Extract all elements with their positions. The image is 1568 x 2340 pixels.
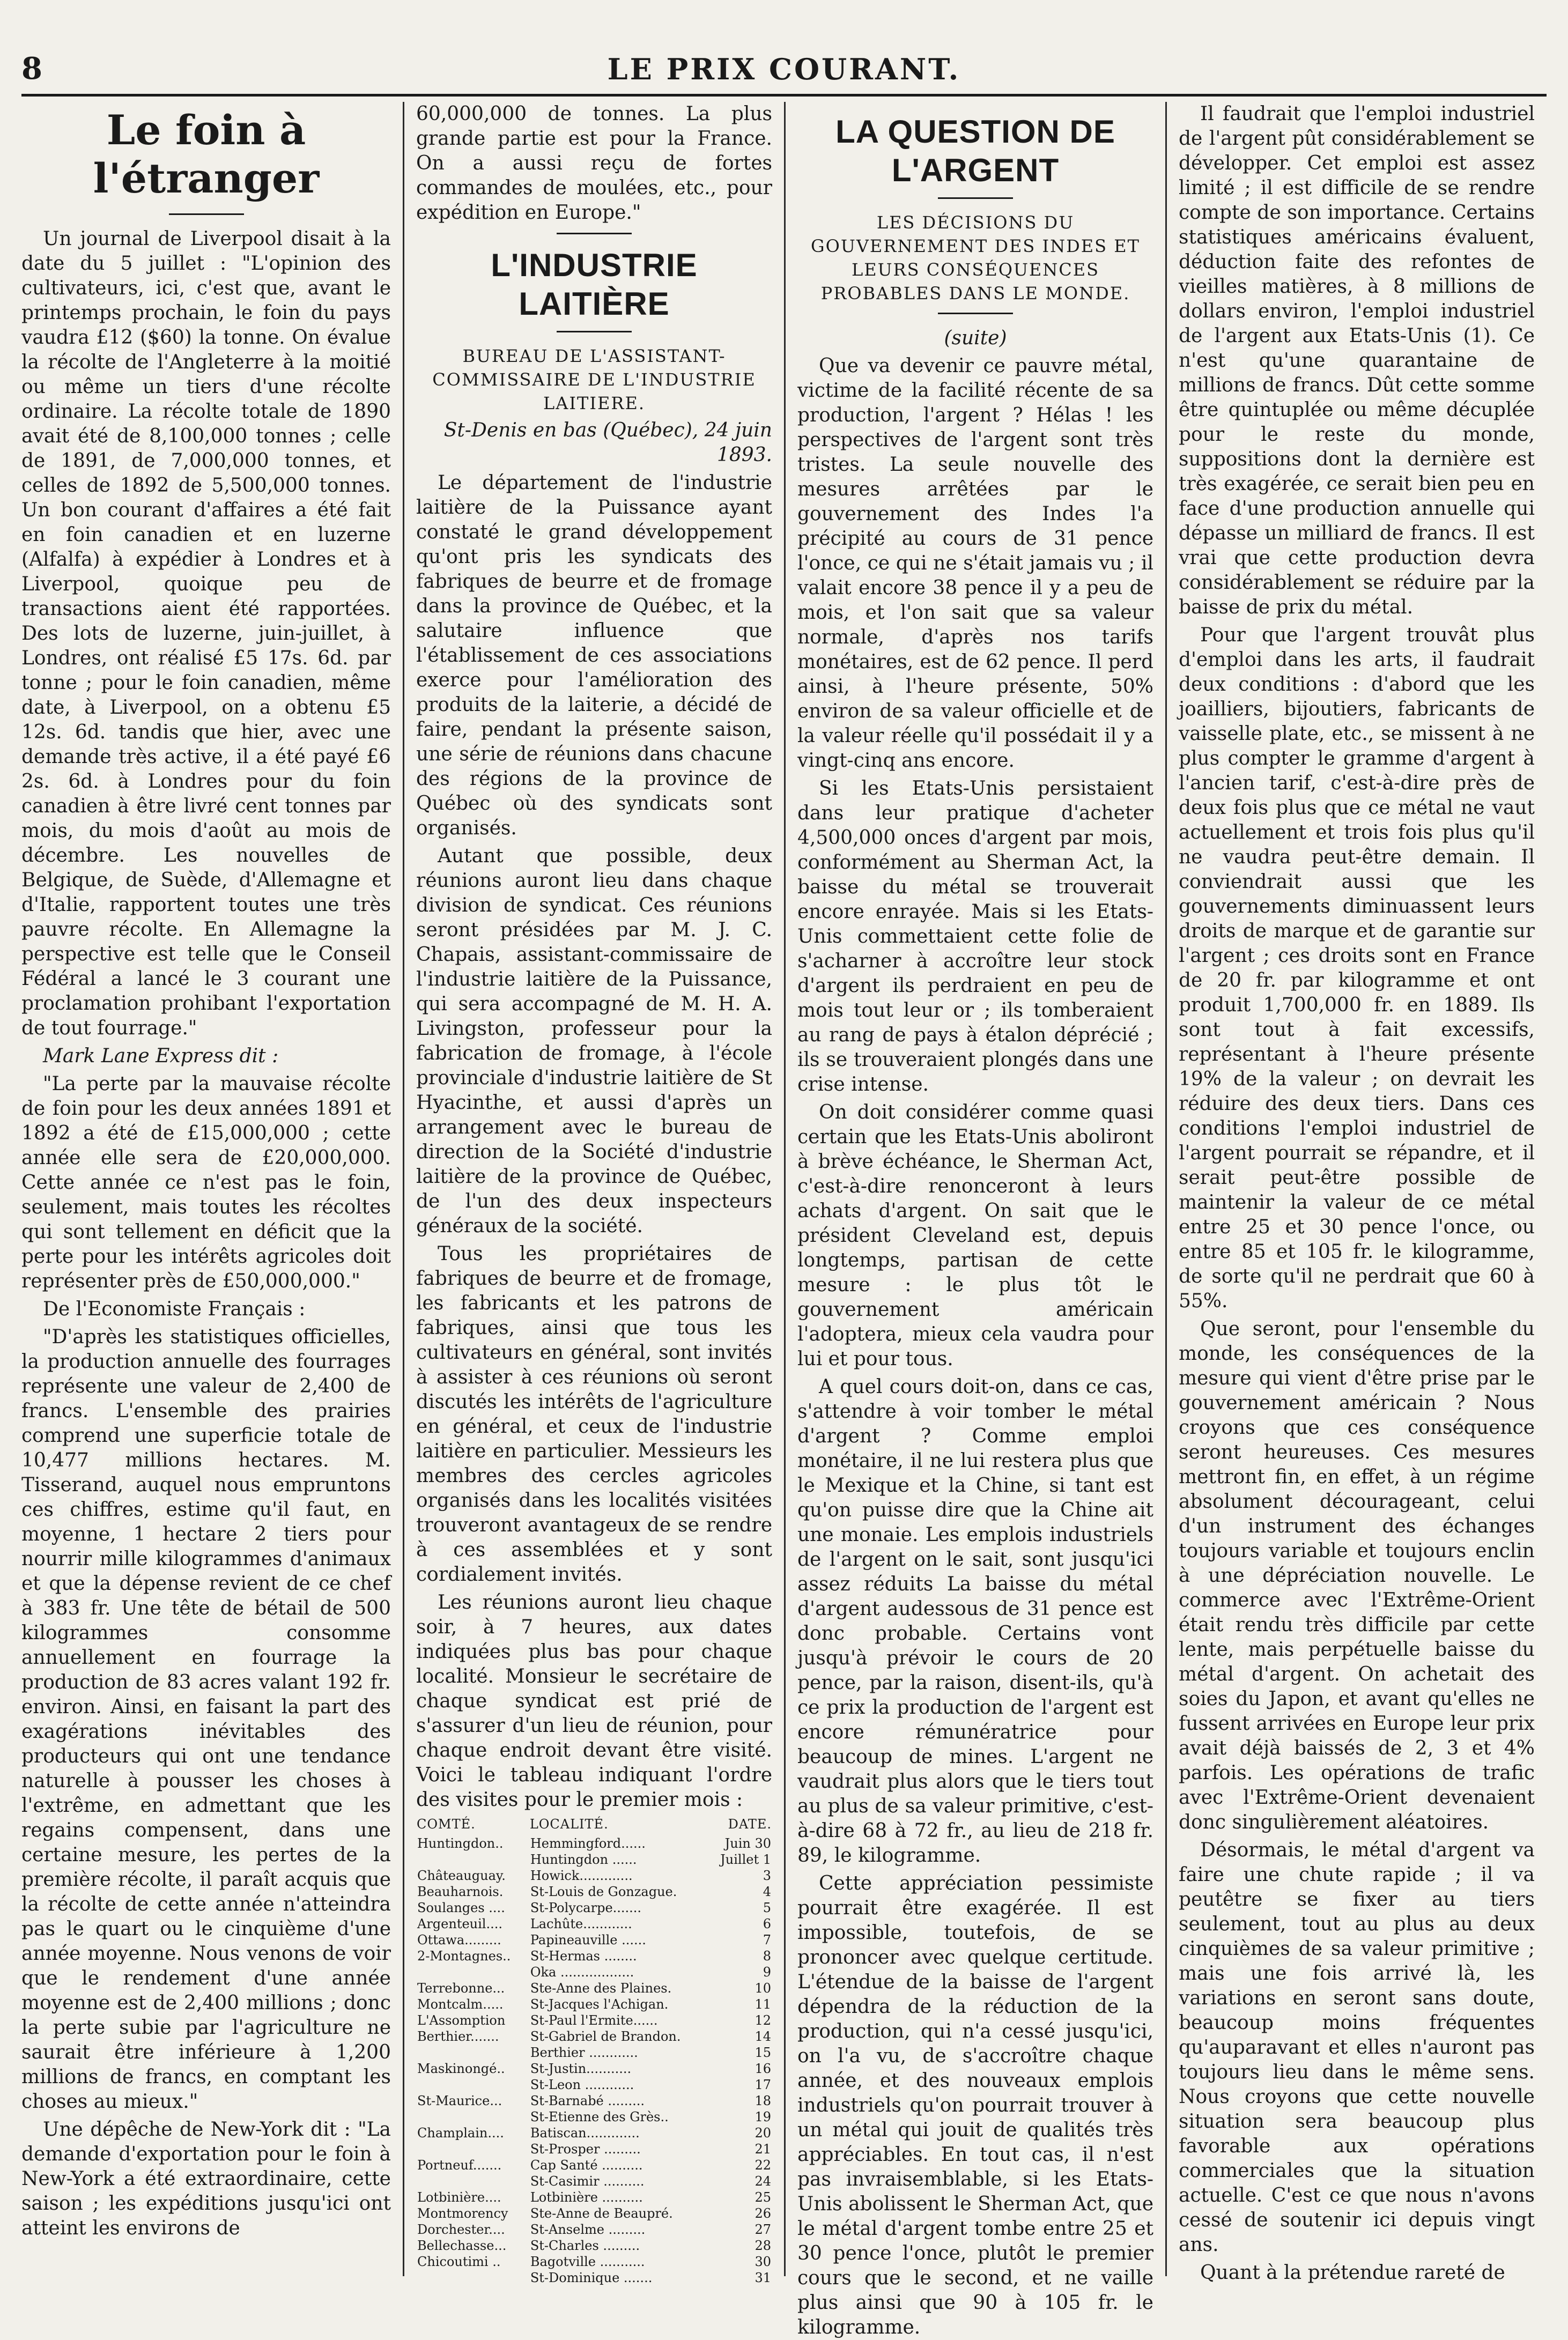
locality-cell: Howick............. bbox=[530, 1868, 633, 1883]
date-cell: Juin 30 bbox=[724, 1836, 771, 1851]
locality-cell: Hemmingford...... bbox=[530, 1836, 646, 1851]
date-cell: 7 bbox=[763, 1932, 771, 1947]
locality-cell: St-Etienne des Grès.. bbox=[530, 2109, 669, 2124]
date-cell: 14 bbox=[755, 2029, 771, 2044]
paragraph: Autant que possible, deux réunions auront lieu dans chaque division de syndicat. Ces réunions seront présidées par M. J. C. Chapais, assistant-commissaire de l'industrie laitière de la Puissance, qui sera accompagné de M. H. A. Livingston, professeur pour la fabrication de fromage, à l'école provinciale d'industrie laitière de St Hyacinthe, et aussi d'après un arrangement avec le bureau de direction de la Société d'industrie laitière de la province de Québec, de l'un des deux inspecteurs généraux de la société. bbox=[416, 845, 772, 1237]
date-cell: 18 bbox=[755, 2093, 771, 2108]
date-cell: 10 bbox=[755, 1981, 771, 1996]
date-cell: 11 bbox=[755, 1997, 771, 2012]
paragraph: Cette appréciation pessimiste pourrait être exagérée. Il est impossible, toutefois, de se prononcer avec quelque certitude. L'étendue de la baisse de l'argent dépendra de la réduction de la production, qui n'a cessé jusqu'ici, on l'a vu, de s'accroître chaque année, et des nouveaux emplois industriels qu'on pourrait trouver à un métal qui jouit de qualités très appréciables. En tout cas, il n'est pas invraisemblable, si les Etats-Unis abolissent le Sherman Act, que le métal d'argent tombe entre 25 et 30 pence l'once, plutôt le premier cours que le second, et ne vaille plus ainsi que 90 à 105 fr. le kilogramme. bbox=[797, 1872, 1153, 2338]
county-cell bbox=[416, 1964, 529, 1980]
date-cell: 30 bbox=[755, 2254, 771, 2269]
county-cell: Argenteuil.... bbox=[417, 1916, 502, 1931]
date-cell: 20 bbox=[755, 2126, 771, 2141]
divider bbox=[169, 213, 244, 215]
table-row bbox=[416, 1884, 772, 1900]
paragraph: Si les Etats-Unis persistaient dans leur pratique d'acheter 4,500,000 onces d'argent par mois, conformément au Sherman Act, la baisse du métal se trouverait encore enrayée. Mais si les Etats-Unis commettaient cette folie de s'acharner à accroître leur stock d'argent ils perdraient en peu de mois tout leur or ; ils tomberaient au rang de pays à étalon déprécié ; ils se trouveraient plongés dans une crise intense. bbox=[797, 777, 1153, 1095]
table-header: LOCALITÉ. bbox=[529, 1817, 609, 1832]
page-header bbox=[21, 51, 1547, 97]
table-row bbox=[416, 2157, 772, 2173]
table-row bbox=[416, 2189, 772, 2205]
table-header: DATE. bbox=[728, 1817, 772, 1832]
article-title-question-argent: LA QUESTION DE L'ARGENT bbox=[835, 114, 1115, 188]
date-cell: 5 bbox=[763, 1900, 771, 1915]
paragraph: On doit considérer comme quasi certain que les Etats-Unis aboliront à brève échéance, le Sherman Act, c'est-à-dire renonceront à leurs achats d'argent. On sait que le président Cleveland est, depuis longtemps, partisan de cette mesure : le plus tôt le gouvernement américain l'adoptera, mieux cela vaudra pour lui et pour tous. bbox=[797, 1101, 1153, 1370]
date-cell: 26 bbox=[755, 2206, 771, 2221]
paragraph: Mark Lane Express dit : bbox=[43, 1045, 279, 1067]
date-cell: 17 bbox=[755, 2077, 771, 2092]
dateline: St-Denis en bas (Québec), 24 juin 1893. bbox=[443, 419, 772, 466]
paragraph: Le département de l'industrie laitière de la Puissance ayant constaté le grand développement qu'ont pris les syndicats des fabriques de beurre et de fromage dans la province de Québec, et la salutaire influence que l'établissement de ces associations exerce pour l'amélioration des produits de la laiterie, a décidé de faire, pendant la présente saison, une série de réunions dans chacune des régions de la province de Québec où des syndicats sont organisés. bbox=[416, 472, 772, 839]
locality-cell: St-Casimir .......... bbox=[530, 2174, 645, 2189]
paragraph: Les réunions auront lieu chaque soir, à 7 heures, aux dates indiquées plus bas pour chaque localité. Monsieur le secrétaire de chaque syndicat est prié de s'assurer d'un lieu de réunion, pour chaque endroit devant être visité. Voici le tableau indiquant l'ordre des visites pour le premier mois : bbox=[416, 1591, 772, 1811]
date-cell: 19 bbox=[755, 2109, 771, 2124]
locality-cell: St-Anselme ......... bbox=[530, 2222, 646, 2237]
locality-cell: Cap Santé .......... bbox=[530, 2158, 643, 2173]
table-row bbox=[416, 2061, 772, 2077]
paragraph: Pour que l'argent trouvât plus d'emploi dans les arts, il faudrait deux conditions : d'abord que les joailliers, bijoutiers, fabricants de vaisselle plate, etc., se missent à ne plus compter le gramme d'argent à l'ancien tarif, c'est-à-dire près de deux fois plus que ce métal ne vaut actuellement et trois fois plus qu'il ne vaudra peut-être demain. Il conviendrait aussi que les gouvernements diminuassent leurs droits de marque et de garantie sur l'argent ; ces droits sont en France de 20 fr. par kilogramme et ont produit 1,700,000 fr. en 1889. Ils sont tout à fait excessifs, représentant à l'heure présente 19% de la valeur ; on devrait les réduire des deux tiers. Dans ces conditions l'emploi industriel de l'argent pourrait se répandre, et il serait peut-être possible de maintenir la valeur de ce métal entre 25 et 30 pence l'once, ou entre 85 et 105 fr. le kilogramme, de sorte qu'il ne perdrait que 60 à 55%. bbox=[1179, 624, 1535, 1312]
county-cell: Beauharnois. bbox=[417, 1884, 504, 1899]
locality-cell: St-Leon ............ bbox=[530, 2077, 634, 2092]
locality-cell: Papineauville ...... bbox=[530, 1932, 646, 1947]
table-row bbox=[416, 1980, 772, 1996]
paragraph-continued: 60,000,000 de tonnes. La plus grande partie est pour la France. On a aussi reçu de fortes commandes de moulées, etc., pour expédition en Europe." bbox=[416, 103, 772, 224]
county-cell bbox=[416, 2141, 529, 2157]
paragraph: Un journal de Liverpool disait à la date du 5 juillet : "L'opinion des cultivateurs, ici, c'est que, avant le printemps prochain, le foin du pays vaudra £12 ($60) la tonne. On évalue la récolte de l'Angleterre à la moitié ou même un tiers d'une récolte ordinaire. La récolte totale de 1890 avait été de 8,100,000 tonnes ; celle de 1891, de 7,000,000 tonnes, et celles de 1892 de 5,500,000 tonnes. Un bon courant d'affaires a été fait en foin canadien et en luzerne (Alfalfa) à expédier à Londres et à Liverpool, quoique peu de transactions aient été rapportées. Des lots de luzerne, juin-juillet, à Londres, ont réalisé £5 17s. 6d. par tonne ; pour le foin canadien, même date, à Liverpool, on a obtenu £5 12s. 6d. tandis que hier, avec une demande très active, il a été payé £6 2s. 6d. à Londres pour du foin canadien à être livré cent tonnes par mois, du mois d'août au mois de décembre. Les nouvelles de Belgique, de Suède, d'Allemagne et d'Italie, rapportent toutes une très pauvre récolte. En Allemagne la perspective est telle que le Conseil Fédéral a lancé le 3 courant une proclamation prohibant l'exportation de tout fourrage." bbox=[21, 228, 391, 1039]
table-row bbox=[416, 2238, 772, 2254]
county-cell: Soulanges .... bbox=[417, 1900, 505, 1915]
locality-cell: Lotbinière .......... bbox=[530, 2190, 643, 2205]
county-cell: Châteauguay. bbox=[417, 1868, 506, 1883]
table-row bbox=[416, 2205, 772, 2221]
paragraph: Que seront, pour l'ensemble du monde, les conséquences de la mesure qui vient d'être prise par le gouvernement américain ? Nous croyons que ces conséquence seront heureuses. Ces mesures mettront fin, en effet, à un régime absolument décourageant, celui d'un instrument des échanges toujours variable et toujours enclin à une dépréciation nouvelle. Le commerce avec l'Extrême-Orient était rendu très difficile par cette lente, mais perpétuelle baisse du métal d'argent. On achetait des soies du Japon, et avant qu'elles ne fussent arrivées en Europe leur prix avait déjà baissés de 2, 3 et 4% parfois. Les opérations de trafic avec l'Extrême-Orient devenaient donc singulièrement aléatoires. bbox=[1179, 1318, 1535, 1833]
county-cell: Ottawa......... bbox=[417, 1932, 501, 1947]
locality-cell: Bagotville ........... bbox=[530, 2254, 645, 2269]
paragraph: Quant à la prétendue rareté de bbox=[1200, 2262, 1505, 2284]
table-row bbox=[416, 1932, 772, 1948]
paragraph: Que va devenir ce pauvre métal, victime de la facilité récente de sa production, l'argent ? Hélas ! les perspectives de l'argent sont très tristes. La seule nouvelle des mesures arrêtées par le gouvernement des Indes l'a précipité au cours de 31 pence l'once, ce qui ne s'était jamais vu ; il valait encore 38 pence il y a peu de mois, et l'on sait que sa valeur normale, d'après nos tarifs monétaires, est de 62 pence. Il perd ainsi, à l'heure présente, 50% environ de sa valeur officielle et de la valeur réelle qu'il possédait il y a vingt-cinq ans encore. bbox=[797, 355, 1153, 772]
county-cell: L'Assomption bbox=[417, 2013, 506, 2028]
locality-cell: St-Gabriel de Brandon. bbox=[530, 2029, 681, 2044]
article-subhead: BUREAU DE L'ASSISTANT-COMMISSAIRE DE L'INDUSTRIE LAITIERE. bbox=[432, 346, 756, 413]
divider bbox=[557, 331, 632, 332]
county-cell: Portneuf....... bbox=[417, 2158, 502, 2173]
table-row bbox=[416, 2028, 772, 2045]
county-cell bbox=[416, 2173, 529, 2189]
date-cell: 3 bbox=[763, 1868, 771, 1883]
county-cell: Maskinongé.. bbox=[417, 2061, 505, 2076]
table-row bbox=[416, 2270, 772, 2286]
table-header: COMTÉ. bbox=[417, 1817, 476, 1832]
table-row bbox=[416, 2012, 772, 2028]
county-cell: Dorchester.... bbox=[417, 2222, 505, 2237]
date-cell: 6 bbox=[763, 1916, 771, 1931]
column-4 bbox=[1165, 102, 1547, 2284]
table-row bbox=[416, 1916, 772, 1932]
column-3 bbox=[784, 102, 1165, 2338]
table-row bbox=[416, 2173, 772, 2189]
divider bbox=[938, 197, 1013, 199]
county-cell: Champlain.... bbox=[417, 2126, 504, 2141]
county-cell bbox=[416, 2045, 529, 2061]
column-1 bbox=[21, 102, 403, 2276]
paragraph: Tous les propriétaires de fabriques de beurre et de fromage, les fabricants et les patrons de fabriques, ainsi que tous les cultivateurs en général, sont invités à assister à ces réunions où seront discutés les intérêts de l'agriculture en général, et ceux de l'industrie laitière en particulier. Messieurs les membres des cercles agricoles organisés dans les localités visitées trouveront avantageux de se rendre à ces assemblées et y sont cordialement invités. bbox=[416, 1243, 772, 1586]
paragraph: A quel cours doit-on, dans ce cas, s'attendre à voir tomber le métal d'argent ? Comme emploi monétaire, il ne lui restera plus que le Mexique et la Chine, si tant est qu'on puisse dire que la Chine ait une monaie. Les emplois industriels de l'argent on le sait, sont jusqu'ici assez réduits La baisse du métal d'argent audessous de 31 pence est donc probable. Certains vont jusqu'à prévoir le cours de 20 pence, par la raison, disent-ils, qu'à ce prix la production de l'argent est encore rémunératrice pour beaucoup de mines. L'argent ne vaudrait plus alors que le tiers tout au plus de sa valeur primitive, c'est-à-dire 68 à 72 fr., au lieu de 218 fr. 89, le kilogramme. bbox=[797, 1376, 1153, 1867]
county-cell: Lotbinière.... bbox=[417, 2190, 501, 2205]
county-cell bbox=[416, 2109, 529, 2125]
date-cell: 25 bbox=[755, 2190, 771, 2205]
table-row bbox=[416, 2221, 772, 2238]
date-cell: 31 bbox=[755, 2270, 771, 2285]
table-row bbox=[416, 1852, 772, 1868]
locality-cell: St-Prosper ......... bbox=[530, 2142, 641, 2157]
county-cell: Chicoutimi .. bbox=[417, 2254, 501, 2269]
paragraph: De l'Economiste Français : bbox=[43, 1298, 306, 1320]
table-row bbox=[416, 2077, 772, 2093]
paragraph: Désormais, le métal d'argent va faire une chute rapide ; il va peutêtre se fixer au tiers seulement, tout au plus au deux cinquièmes de sa valeur primitive ; mais une fois arrivé là, les variations en seront sans doute, beaucoup moins fréquentes qu'auparavant et elles n'auront pas toujours lieu dans le même sens. Nous croyons que cette nouvelle situation sera beaucoup plus favorable aux opérations commerciales que la situation actuelle. C'est ce que nous n'avons cessé de soutenir ici depuis vingt ans. bbox=[1179, 1839, 1535, 2256]
paragraph: Il faudrait que l'emploi industriel de l'argent pût considérablement se développer. Cet emploi est assez limité ; il est difficile de se rendre compte de son importance. Certains statistiques américains évaluent, déduction faite des refontes de vieilles matières, à 8 millions de dollars environ, l'emploi industriel de l'argent aux Etats-Unis (1). Ce n'est qu'une quarantaine de millions de francs. Dût cette somme être quintuplée ou même décuplée pour le reste du monde, suppositions dont la dernière est très exagérée, ce serait bien peu en face d'une production annuelle qui dépasse un milliard de francs. Il est vrai que cette production devra considérablement se réduire par la baisse de prix du métal. bbox=[1179, 103, 1535, 618]
locality-cell: Batiscan............. bbox=[530, 2126, 640, 2141]
locality-cell: St-Barnabé ......... bbox=[530, 2093, 645, 2108]
article-title-industrie-laitiere: L'INDUSTRIE LAITIÈRE bbox=[491, 247, 698, 322]
table-row bbox=[416, 1948, 772, 1964]
paragraph: Une dépêche de New-York dit : "La demande d'exportation pour le foin à New-York a été extraordinaire, cette saison ; les expéditions jusqu'ici ont atteint les environs de bbox=[21, 2119, 391, 2239]
locality-cell: St-Hermas ........ bbox=[530, 1949, 637, 1964]
county-cell bbox=[416, 2077, 529, 2093]
date-cell: 9 bbox=[763, 1965, 771, 1980]
county-cell: Montmorency bbox=[417, 2206, 508, 2221]
county-cell bbox=[416, 1852, 529, 1868]
county-cell: Bellechasse... bbox=[417, 2238, 507, 2253]
date-cell: 27 bbox=[755, 2222, 771, 2237]
table-row bbox=[416, 2254, 772, 2270]
locality-cell: St-Jacques l'Achigan. bbox=[530, 1997, 669, 2012]
table-row bbox=[416, 1835, 772, 1852]
visits-table bbox=[416, 1816, 772, 2286]
paragraph: "La perte par la mauvaise récolte de foin pour les deux années 1891 et 1892 a été de £15,000,000 ; cette année elle sera de £20,000,000. Cette année ce n'est pas le foin, seulement, mais toutes les récoltes qui sont tellement en déficit que la perte pour les intérêts agricoles doit représenter près de £50,000,000." bbox=[21, 1073, 391, 1292]
locality-cell: Huntingdon ...... bbox=[530, 1852, 637, 1867]
locality-cell: Ste-Anne de Beaupré. bbox=[530, 2206, 673, 2221]
county-cell: Berthier....... bbox=[417, 2029, 499, 2044]
locality-cell: St-Dominique ....... bbox=[530, 2270, 653, 2285]
table-row bbox=[416, 1900, 772, 1916]
date-cell: Juillet 1 bbox=[720, 1852, 771, 1867]
date-cell: 8 bbox=[763, 1949, 771, 1964]
table-row bbox=[416, 2093, 772, 2109]
table-row bbox=[416, 2045, 772, 2061]
table-row bbox=[416, 1996, 772, 2012]
county-cell: Terrebonne... bbox=[417, 1981, 505, 1996]
locality-cell: Berthier ............ bbox=[530, 2045, 638, 2060]
columns bbox=[21, 102, 1547, 2338]
date-cell: 22 bbox=[755, 2158, 771, 2173]
divider bbox=[938, 313, 1013, 314]
paragraph: "D'après les statistiques officielles, la production annuelle des fourrages représente une valeur de 2,400 de francs. L'ensemble des prairies comprend une superficie totale de 10,477 millions hectares. M. Tisserand, auquel nous empruntons ces chiffres, estime qu'il faut, en moyenne, 1 hectare 2 tiers pour nourrir mille kilogrammes d'animaux et que la dépense revient de ce chef à 383 fr. Une tête de bétail de 500 kilogrammes consomme annuellement en fourrage la production de 83 acres valant 192 fr. environ. Ainsi, en faisant la part des exagérations inévitables des producteurs qui ont une tendance naturelle à pousser les choses à l'extrême, en admettant que les regains compensent, dans une certaine mesure, les pertes de la première récolte, il paraît acquis que la récolte de cette année n'atteindra pas le quart ou le cinquième d'une année moyenne. Nous venons de voir que le rendement d'une année moyenne est de 2,400 millions ; donc la perte subie par l'agriculture ne saurait être inférieure à 1,200 millions de francs, en comptant les choses au mieux." bbox=[21, 1326, 391, 2113]
county-cell bbox=[416, 2270, 529, 2286]
date-cell: 21 bbox=[755, 2142, 771, 2157]
county-cell: St-Maurice... bbox=[417, 2093, 502, 2108]
table-row bbox=[416, 2141, 772, 2157]
county-cell: Montcalm..... bbox=[417, 1997, 504, 2012]
county-cell: Huntingdon.. bbox=[417, 1836, 504, 1851]
date-cell: 15 bbox=[755, 2045, 771, 2060]
article-subhead: LES DÉCISIONS DU GOUVERNEMENT DES INDES ET LEURS CONSÉQUENCES PROBABLES DANS LE MONDE. bbox=[811, 212, 1140, 303]
date-cell: 28 bbox=[755, 2238, 771, 2253]
date-cell: 4 bbox=[763, 1884, 771, 1899]
table-row bbox=[416, 2109, 772, 2125]
date-cell: 16 bbox=[755, 2061, 771, 2076]
locality-cell: St-Louis de Gonzague. bbox=[530, 1884, 677, 1899]
date-cell: 24 bbox=[755, 2174, 771, 2189]
article-title-foin: Le foin à l'étranger bbox=[93, 106, 320, 202]
page-number: 8 bbox=[21, 51, 42, 86]
locality-cell: Lachûte............ bbox=[530, 1916, 632, 1931]
divider bbox=[557, 233, 632, 234]
visits-table-body bbox=[416, 1835, 772, 2286]
table-row bbox=[416, 1964, 772, 1980]
locality-cell: St-Polycarpe....... bbox=[530, 1900, 642, 1915]
suite-label: (suite) bbox=[944, 327, 1007, 349]
locality-cell: Ste-Anne des Plaines. bbox=[530, 1981, 672, 1996]
county-cell: 2-Montagnes.. bbox=[417, 1949, 511, 1964]
publication-title: LE PRIX COURANT. bbox=[607, 52, 961, 86]
locality-cell: St-Paul l'Ermite...... bbox=[530, 2013, 658, 2028]
column-2 bbox=[403, 102, 784, 2285]
date-cell: 12 bbox=[755, 2013, 771, 2028]
table-row bbox=[416, 2125, 772, 2141]
locality-cell: Oka .................. bbox=[530, 1965, 634, 1980]
locality-cell: St-Charles ......... bbox=[530, 2238, 640, 2253]
table-row bbox=[416, 1868, 772, 1884]
locality-cell: St-Justin........... bbox=[530, 2061, 632, 2076]
